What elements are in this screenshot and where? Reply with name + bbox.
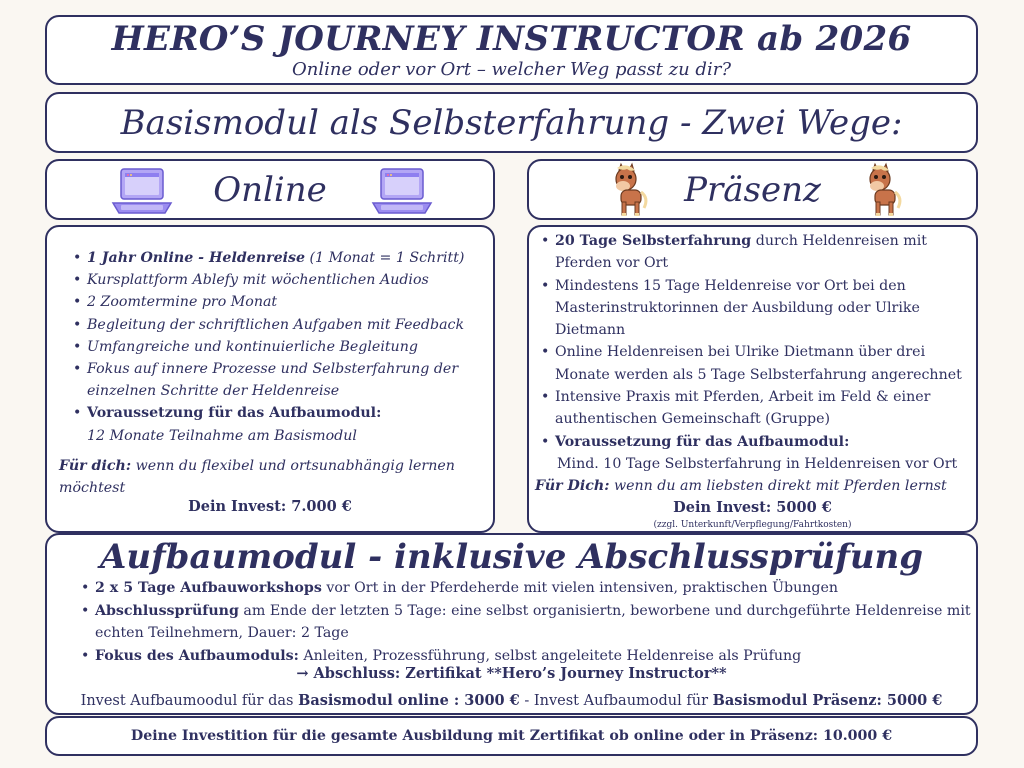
basismodul-banner	[45, 92, 978, 153]
online-target-audience: Für dich: wenn du flexibel und ortsunabhängig lernen möchtest	[59, 458, 455, 497]
horse-icon	[861, 162, 905, 218]
page-subtitle: Online oder vor Ort – welcher Weg passt zu dir?	[292, 59, 731, 80]
title-banner	[45, 15, 978, 85]
list-item: • Fokus auf innere Prozesse und Selbsterfahrung der einzelnen Schritte der Heldenreise	[73, 358, 483, 402]
online-invest: Dein Invest: 7.000 €	[188, 498, 352, 515]
praesenz-invest: Dein Invest: 5000 €	[673, 499, 832, 516]
list-item: • Fokus des Aufbaumoduls: Anleiten, Prozessführung, selbst angeleitete Heldenreise als Prüfung	[81, 645, 971, 668]
list-item: • Intensive Praxis mit Pferden, Arbeit im Feld & einer authentischen Gemeinschaft (Gruppe)	[541, 386, 977, 431]
online-details	[45, 225, 495, 533]
aufbaumodul-heading: Aufbaumodul - inklusive Abschlussprüfung	[99, 537, 924, 577]
praesenz-feature-list	[541, 230, 977, 475]
list-item: • 20 Tage Selbsterfahrung durch Heldenreisen mit Pferden vor Ort	[541, 230, 977, 275]
online-feature-list	[73, 247, 483, 447]
list-item: • Kursplattform Ablefy mit wöchentlichen Audios	[73, 269, 483, 291]
list-item: • 2 Zoomtermine pro Monat	[73, 291, 483, 313]
praesenz-invest-note: (zzgl. Unterkunft/Verpflegung/Fahrtkosten)	[653, 520, 852, 530]
online-header	[45, 159, 495, 220]
laptop-icon	[367, 167, 437, 217]
list-item: • Umfangreiche und kontinuierliche Begleitung	[73, 336, 483, 358]
list-item: • 2 x 5 Tage Aufbauworkshops vor Ort in der Pferdeherde mit vielen intensiven, praktischen Übungen	[81, 577, 971, 600]
total-banner	[45, 716, 978, 756]
aufbaumodul-certificate: → Abschluss: Zertifikat **Hero’s Journey Instructor**	[296, 665, 727, 682]
basismodul-heading: Basismodul als Selbsterfahrung - Zwei Wege:	[120, 103, 903, 143]
online-title: Online	[213, 170, 327, 210]
total-investment: Deine Investition für die gesamte Ausbildung mit Zertifikat ob online oder in Präsenz: 10.000 €	[130, 728, 893, 744]
list-item: • Begleitung der schriftlichen Aufgaben mit Feedback	[73, 314, 483, 336]
aufbaumodul-section	[45, 533, 978, 715]
praesenz-details	[527, 225, 978, 533]
list-item: • 1 Jahr Online - Heldenreise (1 Monat = 1 Schritt)	[73, 247, 483, 269]
praesenz-requirement: • Voraussetzung für das Aufbaumodul: Mind. 10 Tage Selbsterfahrung in Heldenreisen vor Ort	[541, 431, 977, 476]
praesenz-header	[527, 159, 978, 220]
list-item: • Abschlussprüfung am Ende der letzten 5 Tage: eine selbst organisiertn, beworbene und durchgeführte Heldenreise mit echten Teilnehmern, Dauer: 2 Tage	[81, 600, 971, 645]
list-item: • Online Heldenreisen bei Ulrike Dietmann über drei Monate werden als 5 Tage Selbsterfahrung angerechnet	[541, 341, 977, 386]
list-item: • Mindestens 15 Tage Heldenreise vor Ort bei den Masterinstruktorinnen der Ausbildung oder Ulrike Dietmann	[541, 275, 977, 342]
praesenz-target-audience: Für Dich: wenn du am liebsten direkt mit Pferden lernst	[535, 478, 947, 494]
praesenz-title: Präsenz	[684, 170, 821, 210]
online-requirement: • Voraussetzung für das Aufbaumodul: 12 Monate Teilnahme am Basismodul	[73, 402, 483, 446]
aufbaumodul-list	[81, 577, 971, 667]
aufbaumodul-invest: Invest Aufbaumoodul für das Basismodul online : 3000 € - Invest Aufbaumodul für Basismodul Präsenz: 5000 €	[80, 692, 943, 709]
page-title: HERO’S JOURNEY INSTRUCTOR ab 2026	[111, 19, 912, 59]
